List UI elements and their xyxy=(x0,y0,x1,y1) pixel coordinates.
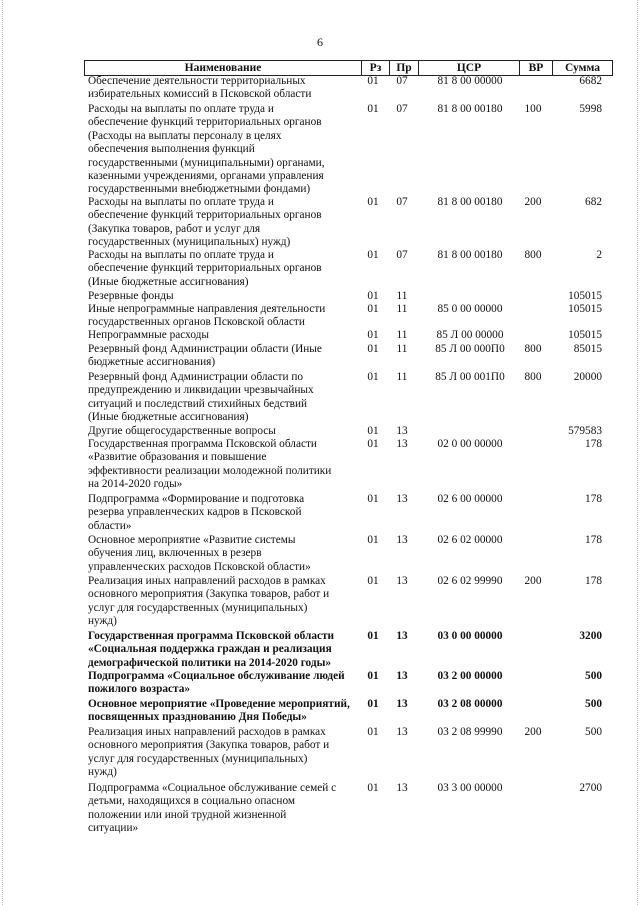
row-csr: 81 8 00 00180 xyxy=(437,196,503,208)
row-name: Государственная программа Псковской области «Социальная поддержка граждан и реализация демографической политики на 2014-2020 годы» xyxy=(88,630,335,669)
row-rz: 01 xyxy=(367,630,379,642)
row-name: Расходы на выплаты по оплате труда и обеспечение функций территориальных органов (Закупка товаров, работ и услуг для государственных (муниципальных) нужд) xyxy=(88,196,322,249)
row-csr: 02 6 00 00000 xyxy=(437,493,503,505)
row-csr: 02 6 02 00000 xyxy=(437,534,503,546)
row-pr: 13 xyxy=(396,698,408,710)
row-rz: 01 xyxy=(367,371,379,383)
page-number: 6 xyxy=(317,35,323,49)
row-rz: 01 xyxy=(367,249,379,261)
row-pr: 11 xyxy=(396,303,408,315)
row-name: Расходы на выплаты по оплате труда и обеспечение функций территориальных органов (Расходы на выплаты персоналу в целях обеспечения выполнения функций государственными (муниципальными) органами, казенными учреждениями, органами управления государственными внебюджетными фондами) xyxy=(88,103,325,196)
row-csr: 02 6 02 99990 xyxy=(437,575,503,587)
row-sum: 20000 xyxy=(573,371,602,383)
row-name: Основное мероприятие «Развитие системы обучения лиц, включенных в резерв управленческих расходов Псковской области» xyxy=(88,534,311,573)
row-name: Подпрограмма «Социальное обслуживание людей пожилого возраста» xyxy=(88,670,345,696)
row-rz: 01 xyxy=(367,343,379,355)
row-sum: 3200 xyxy=(579,630,602,642)
row-pr: 13 xyxy=(396,493,408,505)
row-name: Резервный фонд Администрации области (Иные бюджетные ассигнования) xyxy=(88,343,322,369)
row-sum: 178 xyxy=(585,534,602,546)
row-csr: 81 8 00 00180 xyxy=(437,249,503,261)
row-csr: 85 Л 00 000П0 xyxy=(435,343,505,355)
row-csr: 85 Л 00 00000 xyxy=(436,329,504,341)
row-name: Расходы на выплаты по оплате труда и обеспечение функций территориальных органов (Иные бюджетные ассигнования) xyxy=(88,249,322,288)
row-sum: 6682 xyxy=(579,75,602,87)
row-sum: 178 xyxy=(585,438,602,450)
row-name: Реализация иных направлений расходов в рамках основного мероприятия (Закупка товаров, работ и услуг для государственных (муниципальных) нужд) xyxy=(88,575,330,628)
row-name: Подпрограмма «Формирование и подготовка резерва управленческих кадров в Псковской области» xyxy=(88,493,305,532)
row-rz: 01 xyxy=(367,575,379,587)
row-vr: 800 xyxy=(524,343,542,355)
row-pr: 11 xyxy=(396,329,408,341)
row-csr: 02 0 00 00000 xyxy=(437,438,503,450)
row-pr: 13 xyxy=(396,575,408,587)
row-rz: 01 xyxy=(367,329,379,341)
row-pr: 11 xyxy=(396,290,408,302)
col-header-sum: Сумма xyxy=(565,62,600,74)
row-pr: 13 xyxy=(396,782,408,794)
row-sum: 500 xyxy=(585,698,602,710)
row-pr: 11 xyxy=(396,343,408,355)
row-rz: 01 xyxy=(367,438,379,450)
row-csr: 81 8 00 00180 xyxy=(437,103,503,115)
row-name: Иные непрограммные направления деятельности государственных органов Псковской области xyxy=(88,303,326,329)
row-sum: 579583 xyxy=(568,425,602,437)
row-name: Другие общегосударственные вопросы xyxy=(88,425,276,437)
col-header-name: Наименование xyxy=(184,62,262,74)
row-sum: 682 xyxy=(585,196,602,208)
row-sum: 105015 xyxy=(568,303,602,315)
scan-edge-right xyxy=(637,0,638,905)
scan-edge-left xyxy=(2,0,3,905)
row-rz: 01 xyxy=(367,670,379,682)
row-pr: 13 xyxy=(396,670,408,682)
row-pr: 13 xyxy=(396,438,408,450)
row-csr: 03 2 00 00000 xyxy=(437,670,503,682)
row-sum: 2700 xyxy=(579,782,602,794)
col-header-pr: Пр xyxy=(396,62,412,74)
row-rz: 01 xyxy=(367,303,379,315)
row-vr: 800 xyxy=(524,249,542,261)
row-rz: 01 xyxy=(367,103,379,115)
row-rz: 01 xyxy=(367,726,379,738)
row-rz: 01 xyxy=(367,196,379,208)
row-vr: 100 xyxy=(524,103,542,115)
row-sum: 500 xyxy=(585,670,602,682)
row-csr: 03 0 00 00000 xyxy=(437,630,503,642)
table-header xyxy=(84,60,613,76)
row-rz: 01 xyxy=(367,425,379,437)
row-vr: 200 xyxy=(524,575,542,587)
row-sum: 105015 xyxy=(568,290,602,302)
row-vr: 200 xyxy=(524,726,542,738)
row-vr: 200 xyxy=(524,196,542,208)
row-pr: 13 xyxy=(396,726,408,738)
row-rz: 01 xyxy=(367,782,379,794)
col-header-csr: ЦСР xyxy=(456,62,482,74)
row-pr: 13 xyxy=(396,630,408,642)
col-header-rz: Рз xyxy=(369,62,382,74)
row-pr: 07 xyxy=(396,196,408,208)
row-csr: 03 3 00 00000 xyxy=(437,782,503,794)
row-name: Государственная программа Псковской области «Развитие образования и повышение эффективности реализации молодежной политики на 2014-2020 годы» xyxy=(88,438,332,491)
row-sum: 2 xyxy=(596,249,602,261)
row-name: Реализация иных направлений расходов в рамках основного мероприятия (Закупка товаров, работ и услуг для государственных (муниципальных) нужд) xyxy=(88,726,330,779)
row-sum: 500 xyxy=(585,726,602,738)
row-pr: 07 xyxy=(396,103,408,115)
row-sum: 178 xyxy=(585,575,602,587)
row-sum: 178 xyxy=(585,493,602,505)
row-pr: 07 xyxy=(396,75,408,87)
row-name: Основное мероприятие «Проведение мероприятий, посвященных празднованию Дня Победы» xyxy=(88,698,350,724)
row-csr: 81 8 00 00000 xyxy=(437,75,503,87)
row-csr: 03 2 08 99990 xyxy=(437,726,503,738)
row-vr: 800 xyxy=(524,371,542,383)
row-csr: 85 Л 00 001П0 xyxy=(435,371,505,383)
row-sum: 5998 xyxy=(579,103,602,115)
row-csr: 03 2 08 00000 xyxy=(437,698,503,710)
row-pr: 07 xyxy=(396,249,408,261)
row-rz: 01 xyxy=(367,698,379,710)
row-name: Обеспечение деятельности территориальных избирательных комиссий в Псковской области xyxy=(88,75,312,101)
row-rz: 01 xyxy=(367,493,379,505)
row-name: Непрограммные расходы xyxy=(88,329,209,341)
row-rz: 01 xyxy=(367,290,379,302)
row-rz: 01 xyxy=(367,75,379,87)
row-pr: 13 xyxy=(396,534,408,546)
row-sum: 85015 xyxy=(573,343,602,355)
row-csr: 85 0 00 00000 xyxy=(437,303,503,315)
row-pr: 11 xyxy=(396,371,408,383)
row-name: Подпрограмма «Социальное обслуживание семей с детьми, находящихся в социально опасном положении или иной трудной жизненной ситуации» xyxy=(88,782,337,835)
row-name: Резервный фонд Администрации области по предупреждению и ликвидации чрезвычайных ситуаций и последствий стихийных бедствий (Иные бюджетные ассигнования) xyxy=(88,371,314,424)
row-rz: 01 xyxy=(367,534,379,546)
row-name: Резервные фонды xyxy=(88,290,174,302)
col-header-vr: ВР xyxy=(528,62,544,74)
row-pr: 13 xyxy=(396,425,408,437)
row-sum: 105015 xyxy=(568,329,602,341)
